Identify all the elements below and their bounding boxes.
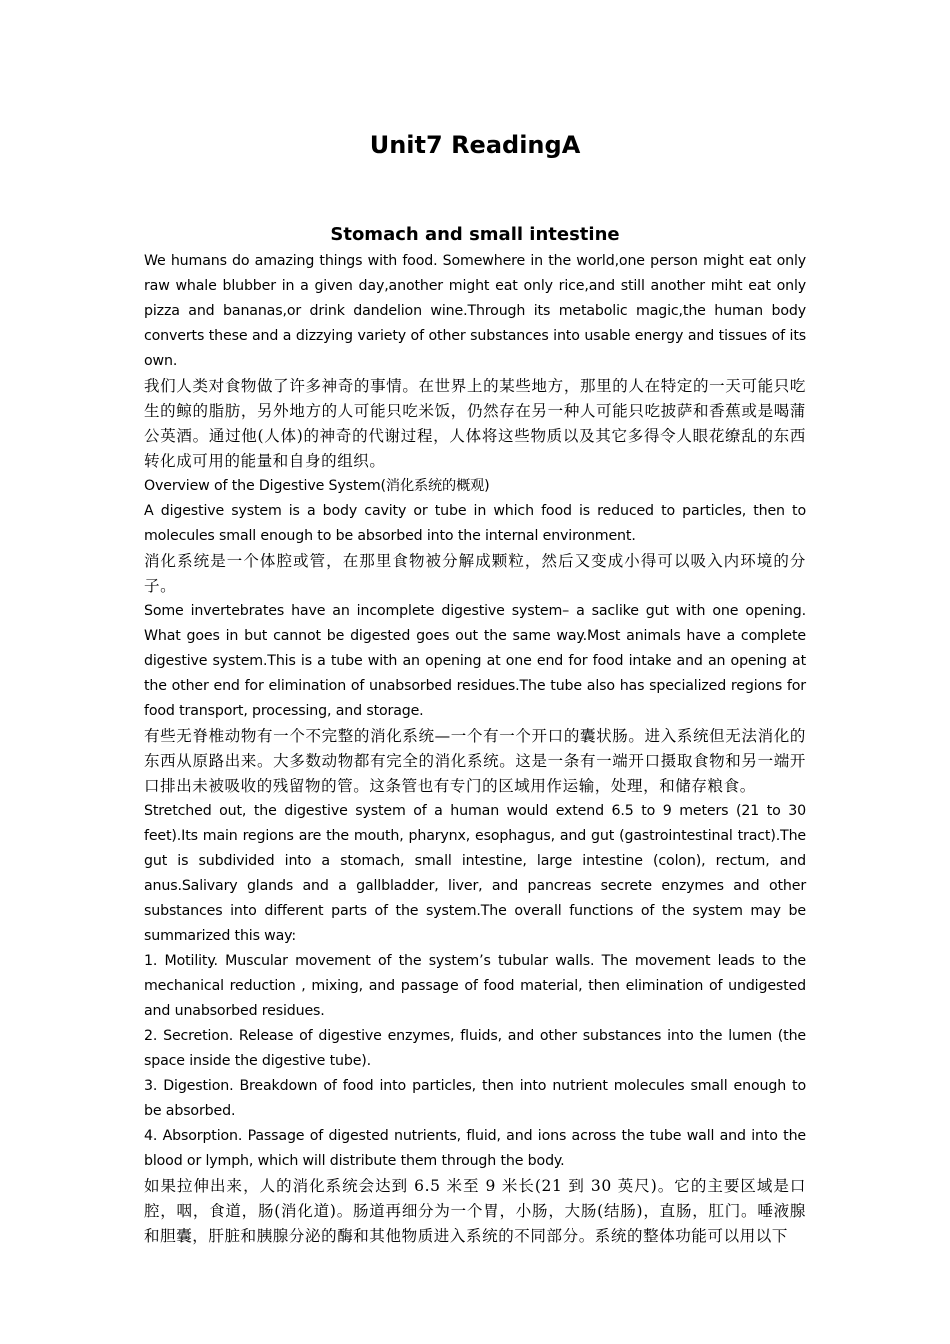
list-item-motility: 1. Motility. Muscular movement of the system’s tubular walls. The movement leads to the mechanical reduction , mixing, and passage of food material, then elimination of undigested and unabsorbed residues. — [144, 953, 806, 1019]
section-title: Stomach and small intestine — [330, 224, 620, 245]
paragraph-invertebrates-en: Some invertebrates have an incomplete digestive system– a saclike gut with one opening. What goes in but cannot be digested goes out the same way.Most animals have a complete digestive system.This is a tube with an opening at one end for food intake and an opening at the other end for elimination of unabsorbed residues.The tube also has specialized regions for food transport, processing, and storage. — [144, 603, 806, 719]
paragraph-definition-zh: 消化系统是一个体腔或管，在那里食物被分解成颗粒，然后又变成小得可以吸入内环境的分子。 — [144, 552, 806, 595]
list-item-absorption: 4. Absorption. Passage of digested nutrients, fluid, and ions across the tube wall and into the blood or lymph, which will distribute them through the body. — [144, 1128, 806, 1169]
page-title: Unit7 ReadingA — [369, 131, 581, 159]
paragraph-intro-en: We humans do amazing things with food. Somewhere in the world,one person might eat only raw whale blubber in a given day,another might eat only rice,and still another miht eat only pizza and bananas,or drink dandelion wine.Through its metabolic magic,the human body converts these and a dizzying variety of other substances into usable energy and tissues of its own. — [144, 253, 806, 369]
list-item-secretion: 2. Secretion. Release of digestive enzymes, fluids, and other substances into the lumen (the space inside the digestive tube). — [144, 1028, 806, 1069]
list-item-digestion: 3. Digestion. Breakdown of food into particles, then into nutrient molecules small enough to be absorbed. — [144, 1078, 806, 1119]
paragraph-regions-en: Stretched out, the digestive system of a human would extend 6.5 to 9 meters (21 to 30 feet).Its main regions are the mouth, pharynx, esophagus, and gut (gastrointestinal tract).The gut is subdivided into a stomach, small intestine, large intestine (colon), rectum, and anus.Salivary glands and a gallbladder, liver, and pancreas secrete enzymes and other substances into different parts of the system.The overall functions of the system may be summarized this way: — [144, 803, 806, 944]
paragraph-intro-zh: 我们人类对食物做了许多神奇的事情。在世界上的某些地方，那里的人在特定的一天可能只吃生的鲸的脂肪，另外地方的人可能只吃米饭，仍然存在另一种人可能只吃披萨和香蕉或是喝蒲公英酒。通过他(人体)的神奇的代谢过程，人体将这些物质以及其它多得令人眼花缭乱的东西转化成可用的能量和自身的组织。 — [144, 377, 806, 470]
document-body — [144, 221, 806, 1249]
paragraph-invertebrates-zh: 有些无脊椎动物有一个不完整的消化系统—一个有一个开口的囊状肠。进入系统但无法消化的东西从原路出来。大多数动物都有完全的消化系统。这是一条有一端开口摄取食物和另一端开口排出未被吸收的残留物的管。这条管也有专门的区域用作运输，处理，和储存粮食。 — [144, 727, 806, 795]
section-heading-overview: Overview of the Digestive System(消化系统的概观) — [144, 478, 490, 494]
paragraph-regions-zh: 如果拉伸出来，人的消化系统会达到 6.5 米至 9 米长(21 到 30 英尺)。它的主要区域是口腔，咽，食道，肠(消化道)。肠道再细分为一个胃，小肠，大肠(结肠)，直肠，肛门。唾液腺和胆囊，肝脏和胰腺分泌的酶和其他物质进入系统的不同部分。系统的整体功能可以用以下 — [144, 1177, 806, 1245]
paragraph-definition-en: A digestive system is a body cavity or tube in which food is reduced to particles, then to molecules small enough to be absorbed into the internal environment. — [144, 503, 806, 544]
